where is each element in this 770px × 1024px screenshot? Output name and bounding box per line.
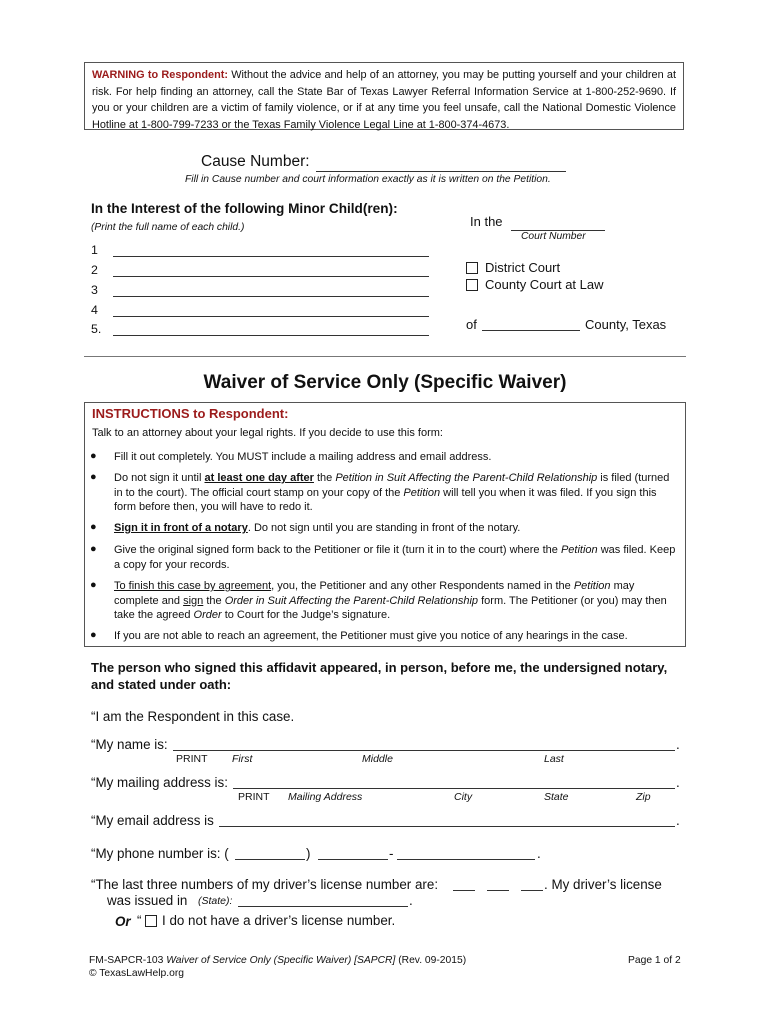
issued-in-label: was issued in — [107, 893, 188, 908]
instruction-item: To finish this case by agreement, you, the Petitioner and any other Respondents named in the Petition may complete and sign the Order in Suit Affecting the Parent-Child Relationship form. The Petitioner (or you) may then take the agreed Order to Court for the Judge’s signature. — [114, 580, 667, 621]
bullet-icon: ● — [90, 543, 97, 555]
county-court-label: County Court at Law — [485, 277, 604, 292]
email-period: . — [676, 813, 680, 828]
phone-line-field[interactable] — [397, 859, 535, 860]
email-label: “My email address is — [91, 813, 214, 828]
court-number-label: Court Number — [521, 231, 586, 242]
child-name-field[interactable] — [113, 276, 429, 277]
dl-digit-field[interactable] — [521, 890, 543, 891]
open-quote: “ — [137, 913, 142, 928]
child-number: 1 — [91, 243, 98, 257]
name-period: . — [676, 737, 680, 752]
no-license-checkbox[interactable] — [145, 915, 157, 927]
first-name-label: First — [232, 753, 253, 765]
child-number: 4 — [91, 303, 98, 317]
issued-period: . — [409, 893, 413, 908]
instructions-heading: INSTRUCTIONS to Respondent: — [92, 406, 289, 421]
phone-area-code-field[interactable] — [235, 859, 305, 860]
phone-prefix-field[interactable] — [318, 859, 388, 860]
dl-digit-field[interactable] — [453, 890, 475, 891]
footer-copyright: © TexasLawHelp.org — [89, 968, 184, 979]
instruction-item: Fill it out completely. You MUST include a mailing address and email address. — [114, 451, 492, 463]
bullet-icon: ● — [90, 579, 97, 591]
instruction-item: If you are not able to reach an agreement, the Petitioner must give you notice of any hearings in the case. — [114, 630, 628, 642]
address-label: “My mailing address is: — [91, 775, 228, 790]
divider — [84, 356, 686, 357]
address-period: . — [676, 775, 680, 790]
child-name-field[interactable] — [113, 316, 429, 317]
affidavit-intro: The person who signed this affidavit appeared, in person, before me, the undersigned notary, and stated under oath: — [91, 660, 668, 692]
children-heading: In the Interest of the following Minor Child(ren): — [91, 201, 398, 216]
name-label: “My name is: — [91, 737, 168, 752]
zip-label: Zip — [636, 791, 651, 803]
name-print-label: PRINT — [176, 753, 208, 765]
bullet-icon: ● — [90, 450, 97, 462]
state-label: State — [544, 791, 569, 803]
warning-label: WARNING to Respondent: — [92, 69, 228, 81]
state-sub-label: (State): — [198, 895, 233, 907]
address-print-label: PRINT — [238, 791, 270, 803]
phone-dash: - — [389, 846, 394, 861]
district-court-checkbox[interactable] — [466, 262, 478, 274]
county-texas-label: County, Texas — [585, 317, 667, 332]
last-name-label: Last — [544, 753, 564, 765]
page-number: Page 1 of 2 — [628, 955, 681, 966]
child-name-field[interactable] — [113, 256, 429, 257]
mailing-address-label: Mailing Address — [288, 791, 363, 803]
phone-label: “My phone number is: ( — [91, 846, 229, 861]
instruction-item: Do not sign it until at least one day after the Petition in Suit Affecting the Parent-Child Relationship is filed (turned in to the court). The official court stamp on your copy of the Petition will tell you when it was filed. If you sign this form before then, you will have to redo it. — [114, 472, 670, 513]
warning-box — [84, 62, 684, 130]
of-label: of — [466, 317, 477, 332]
warning-text: Without the advice and help of an attorney, you may be putting yourself and your children at risk. For help finding an attorney, call the State Bar of Texas Lawyer Referral Information Service at 1-800-252-9690. If you or your children are a victim of family violence, or if at any time you feel unsafe, call the National Domestic Violence Hotline at 1-800-799-7233 or the Texas Family Violence Legal Line at 1-800-374-4673. — [92, 69, 677, 131]
child-number: 5. — [91, 322, 102, 336]
email-field[interactable] — [219, 826, 675, 827]
address-field[interactable] — [233, 788, 675, 789]
drivers-license-continued: . My driver’s license — [544, 877, 662, 892]
bullet-icon: ● — [90, 521, 97, 533]
respondent-statement: “I am the Respondent in this case. — [91, 709, 295, 724]
phone-period: . — [537, 846, 541, 861]
footer-form-id: FM-SAPCR-103 Waiver of Service Only (Specific Waiver) [SAPCR] (Rev. 09-2015) — [89, 955, 467, 966]
no-license-label: I do not have a driver’s license number. — [162, 913, 396, 928]
bullet-icon: ● — [90, 471, 97, 483]
instruction-item: Give the original signed form back to the Petitioner or file it (turn it in to the court) where the Petition was filed. Keep a copy for your records. — [114, 544, 676, 571]
children-note: (Print the full name of each child.) — [91, 222, 245, 233]
in-the-label: In the — [470, 214, 503, 229]
drivers-license-label: “The last three numbers of my driver’s license number are: — [91, 877, 439, 892]
dl-digit-field[interactable] — [487, 890, 509, 891]
or-label: Or — [115, 914, 131, 929]
instructions-box — [84, 402, 686, 647]
child-number: 2 — [91, 263, 98, 277]
city-label: City — [454, 791, 473, 803]
district-court-label: District Court — [485, 260, 561, 275]
child-name-field[interactable] — [113, 335, 429, 336]
cause-number-note: Fill in Cause number and court information exactly as it is written on the Petition. — [185, 174, 551, 185]
bullet-icon: ● — [90, 629, 97, 641]
page-title: Waiver of Service Only (Specific Waiver) — [203, 372, 567, 393]
county-court-checkbox[interactable] — [466, 279, 478, 291]
cause-number-label: Cause Number: — [201, 153, 310, 170]
phone-close-paren: ) — [306, 846, 311, 861]
child-number: 3 — [91, 283, 98, 297]
county-field[interactable] — [482, 330, 580, 331]
cause-number-field[interactable] — [316, 171, 566, 172]
instruction-item: Sign it in front of a notary. Do not sign until you are standing in front of the notary. — [114, 522, 521, 534]
instructions-intro: Talk to an attorney about your legal rights. If you decide to use this form: — [92, 427, 443, 439]
middle-name-label: Middle — [362, 753, 393, 765]
name-field[interactable] — [173, 750, 675, 751]
child-name-field[interactable] — [113, 296, 429, 297]
issuing-state-field[interactable] — [238, 906, 408, 907]
